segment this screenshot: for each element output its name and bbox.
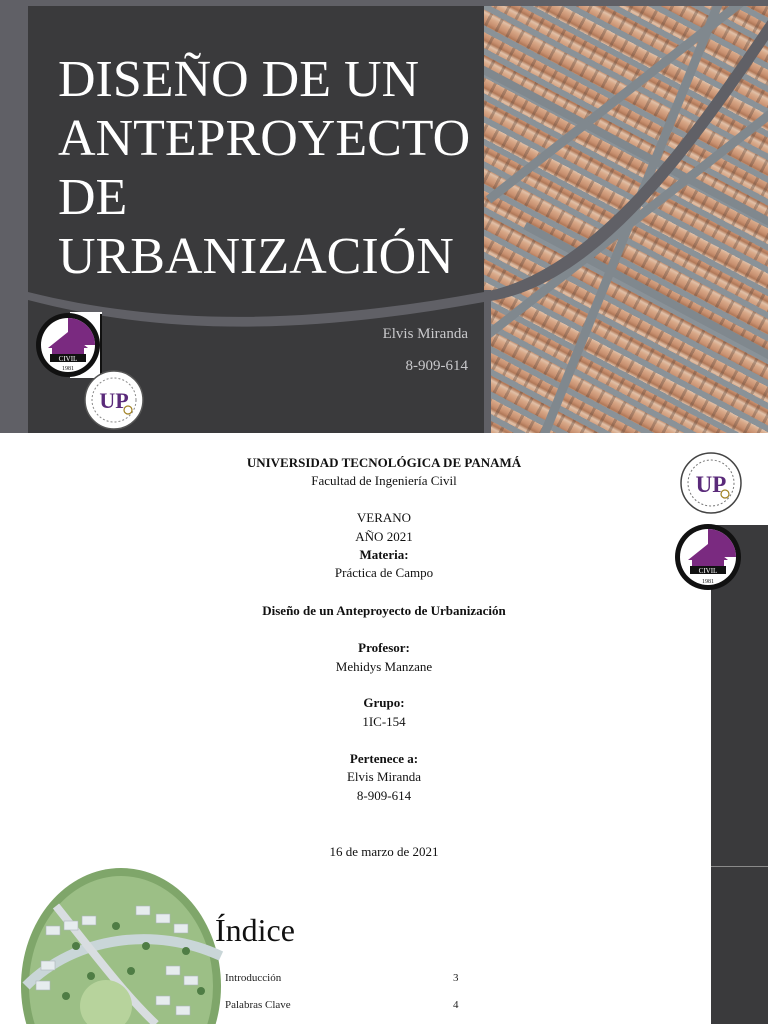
svg-text:UP: UP bbox=[695, 472, 727, 497]
index-item-label[interactable]: Introducción bbox=[225, 972, 282, 984]
student-name: Elvis Miranda bbox=[346, 769, 421, 784]
civil-logo-year: 1981 bbox=[62, 366, 74, 372]
right-bar-divider bbox=[711, 866, 768, 867]
belongs-label: Pertenece a: bbox=[349, 751, 419, 766]
group-code: 1IC-154 bbox=[362, 714, 406, 729]
term: VERANO bbox=[356, 510, 412, 525]
year: AÑO 2021 bbox=[355, 529, 413, 544]
cover-author: Elvis Miranda bbox=[382, 326, 468, 342]
cover-slide bbox=[0, 0, 768, 433]
urban-plan-map-image bbox=[16, 866, 226, 1024]
project-title: Diseño de un Anteproyecto de Urbanización bbox=[262, 603, 506, 618]
index-item-label[interactable]: Palabras Clave bbox=[225, 999, 291, 1011]
svg-text:UP: UP bbox=[99, 388, 129, 413]
student-id: 8-909-614 bbox=[356, 788, 412, 803]
university-name: UNIVERSIDAD TECNOLÓGICA DE PANAMÁ bbox=[246, 455, 522, 470]
index-item-page: 3 bbox=[453, 972, 459, 984]
index-title: Índice bbox=[215, 912, 295, 948]
civil-logo-text: CIVIL bbox=[58, 355, 78, 363]
civil-logo-text-small: CIVIL bbox=[698, 567, 718, 575]
civil-logo-year-small: 1981 bbox=[702, 579, 714, 585]
group-label: Grupo: bbox=[363, 695, 405, 710]
professor-name: Mehidys Manzane bbox=[335, 659, 433, 674]
faculty-name: Facultad de Ingeniería Civil bbox=[311, 473, 457, 488]
subject: Práctica de Campo bbox=[334, 565, 434, 580]
cover-student-id: 8-909-614 bbox=[405, 358, 468, 374]
utp-university-seal bbox=[82, 370, 148, 430]
index-item-page: 4 bbox=[453, 999, 459, 1011]
professor-label: Profesor: bbox=[358, 640, 410, 655]
document-date: 16 de marzo de 2021 bbox=[329, 844, 439, 859]
cover-title: DISEÑO DE UN ANTEPROYECTO DE URBANIZACIÓN bbox=[58, 51, 471, 285]
subject-label: Materia: bbox=[359, 547, 409, 562]
